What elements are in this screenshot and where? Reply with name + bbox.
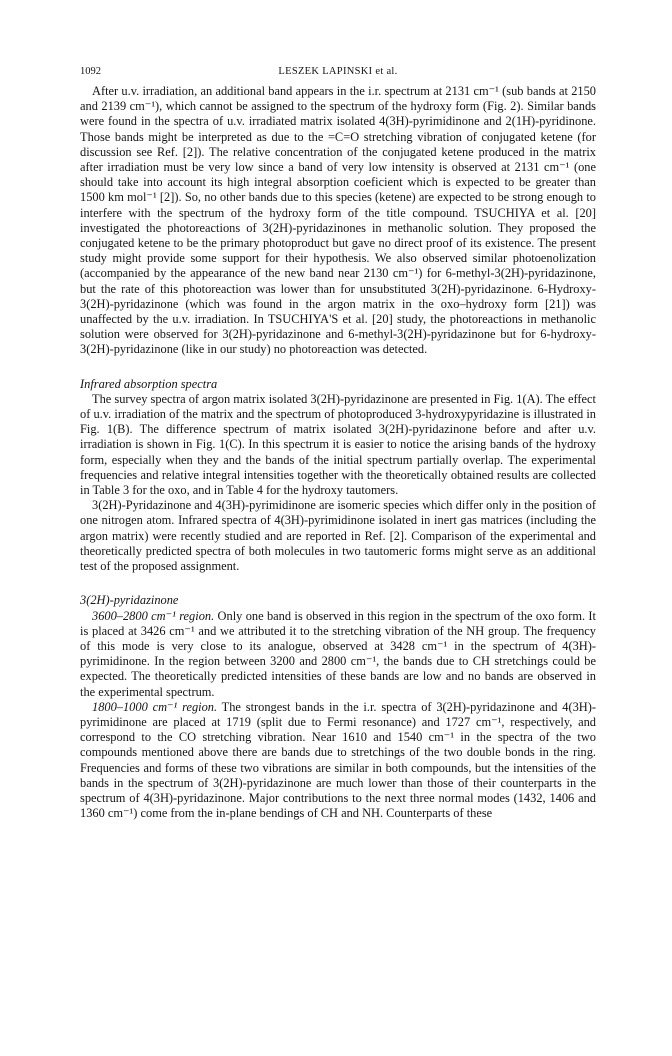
paragraph-survey-spectra: The survey spectra of argon matrix isolated 3(2H)-pyridazinone are presented in Fig. 1(A). The effect of u.v. irradiation of the matrix and the spectrum of photoproduced 3-hydroxypyridazine is illustrated in Fig. 1(B). The difference spectrum of matrix isolated 3(2H)-pyridazinone before and after u.v. irradiation is shown in Fig. 1(C). In this spectrum it is easier to notice the arising bands of the hydroxy form, especially when they and the bands of the initial spectrum partially overlap. The experimental frequencies and relative integral intensities together with the theoretically obtained results are collected in Table 3 for the oxo, and in Table 4 for the hydroxy tautomers. (80, 391, 596, 498)
page-header (80, 64, 596, 80)
region-lead-1800: 1800–1000 cm⁻¹ region. (92, 699, 218, 714)
region-lead-3600: 3600–2800 cm⁻¹ region. (92, 608, 215, 623)
page-number: 1092 (80, 66, 101, 77)
section-heading-pyridazinone: 3(2H)-pyridazinone (80, 593, 179, 608)
paragraph-region-1800 (80, 700, 596, 822)
paragraph-region-3600 (80, 609, 596, 700)
region-text-1800: The strongest bands in the i.r. spectra of 3(2H)-pyridazinone and 4(3H)-pyrimidinone are placed at 1719 (split due to Fermi resonance) and 1727 cm⁻¹, respectively, and correspond to the CO stretching vibration. Near 1610 and 1540 cm⁻¹ in the spectra of the two compounds mentioned above there are bands due to stretchings of the two double bonds in the ring. Frequencies and forms of these two vibrations are similar in both compounds, but the intensities of the bands in the spectrum of 3(2H)-pyridazinone are much lower than those of their counterparts in the spectrum of 4(3H)-pyridazinone. Major contributions to the next three normal modes (1432, 1406 and 1360 cm⁻¹) come from the in-plane bendings of CH and NH. Counterparts of these (80, 699, 596, 821)
section-heading-infrared: Infrared absorption spectra (80, 376, 218, 391)
paragraph-photoreaction: After u.v. irradiation, an additional band appears in the i.r. spectrum at 2131 cm⁻¹ (sub bands at 2150 and 2139 cm⁻¹), which cannot be assigned to the spectrum of the hydroxy form (Fig. 2). Similar bands were found in the spectra of u.v. irradiated matrix isolated 4(3H)-pyrimidinone and 2(1H)-pyridinone. Those bands might be interpreted as due to the =C=O stretching vibration of conjugated ketene (for discussion see Ref. [2]). The relative concentration of the conjugated ketene produced in the matrix after irradiation must be very low since a band of very low intensity is observed at 2131 cm⁻¹ (one should take into account its high integral absorption coeficient which is expected to be greater than 1500 km mol⁻¹ [2]). So, no other bands due to this species (ketene) are expected to be strong enough to interfere with the spectrum of the hydroxy form of the title compound. TSUCHIYA et al. [20] investigated the photoreactions of 3(2H)-pyridazinones in methanolic solution. They proposed the conjugated ketene to be the primary photoproduct but gave no direct proof of its existence. The present study might provide some support for their hypothesis. We also observed similar photoenolization (accompanied by the appearance of the new band near 2130 cm⁻¹) for 6-methyl-3(2H)-pyridazinone, but the rate of this photoreaction was lower than for unsubstituted 3(2H)-pyridazinone. 6-Hydroxy-3(2H)-pyridazinone (which was found in the argon matrix in the oxo–hydroxy form [21]) was unaffected by the u.v. irradiation. In TSUCHIYA'S et al. [20] study, the photoreactions in methanolic solution were observed for 3(2H)-pyridazinone and 6-methyl-3(2H)-pyridazinone but for 6-hydroxy-3(2H)-pyridazinone (like in our study) no photoreaction was detected. (80, 84, 596, 357)
region-text-3600: Only one band is observed in this region in the spectrum of the oxo form. It is placed at 3426 cm⁻¹ and we attributed it to the stretching vibration of the NH group. The frequency of this mode is very close to its analogue, observed at 3428 cm⁻¹ in the spectrum of 4(3H)-pyrimidinone. In the region between 3200 and 2800 cm⁻¹, the bands due to CH stretchings could be expected. The theoretically predicted intensities of these bands are low and no bands are observed in the experimental spectrum. (80, 608, 596, 699)
journal-page (80, 64, 596, 821)
paragraph-isomeric-species: 3(2H)-Pyridazinone and 4(3H)-pyrimidinone are isomeric species which differ only in the position of one nitrogen atom. Infrared spectra of 4(3H)-pyrimidinone isolated in inert gas matrices (including the argon matrix) were recently studied and are reported in Ref. [2]. Comparison of the experimental and theoretically predicted spectra of both molecules in two tautomeric forms might serve as an additional test of the proposed assignment. (80, 498, 596, 574)
running-head: LESZEK LAPINSKI et al. (278, 66, 398, 77)
